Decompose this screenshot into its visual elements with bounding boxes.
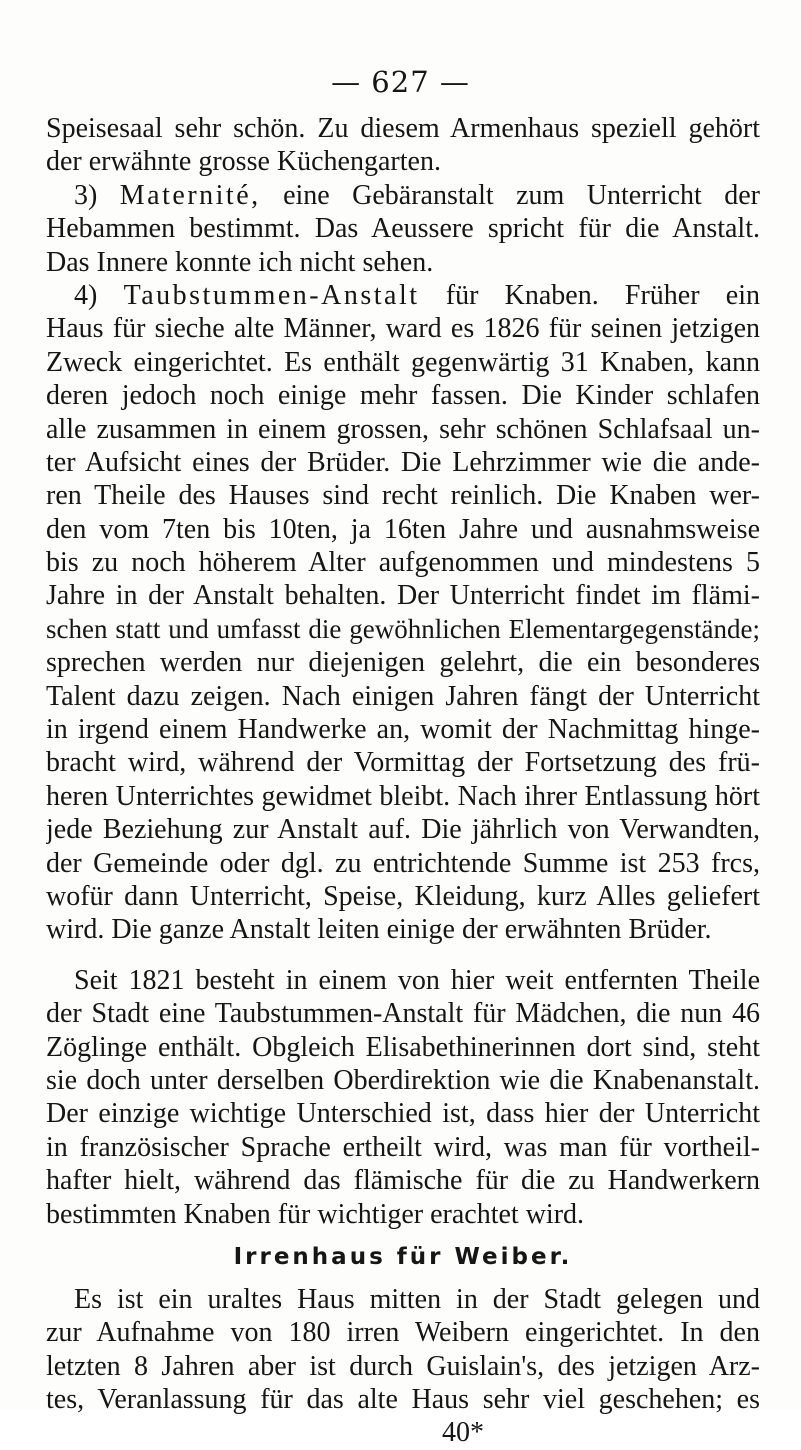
text-line: Speisesaal sehr schön. Zu diesem Armenhaus speziell gehört xyxy=(46,113,760,144)
paragraph-speisesaal xyxy=(46,112,760,179)
text-line: alle zusammen in einem grossen, sehr schönen Schlafsaal un- xyxy=(46,413,760,445)
text-line: bestimmten Knaben für wichtiger erachtet wird. xyxy=(46,1198,585,1230)
text-line: ren Theile des Hauses sind recht reinlich. Die Knaben wer- xyxy=(46,480,760,512)
text-line: Es ist ein uraltes Haus mitten in der Stadt gelegen und xyxy=(74,1283,760,1315)
text-line: der Gemeinde oder dgl. zu entrichtende Summe ist 253 frcs, xyxy=(46,847,760,879)
text-line: Der einzige wichtige Unterschied ist, dass hier der Unterricht xyxy=(46,1098,760,1130)
text-line: zur Aufnahme von 180 irren Weibern eingerichtet. In den xyxy=(46,1317,760,1349)
text-line: Seit 1821 besteht in einem von hier weit entfernten Theile xyxy=(74,964,760,996)
text-line: sie doch unter derselben Oberdirektion wie die Knabenanstalt. xyxy=(46,1064,760,1096)
text-line: bracht wird, während der Vormittag der Fortsetzung des frü- xyxy=(46,747,760,779)
paragraph-taubstummen-maedchen xyxy=(46,964,760,1231)
text-line: schen statt und umfasst die gewöhnlichen Elementargegenstände; xyxy=(46,613,760,644)
text-line: hafter hielt, während das flämische für die zu Handwerkern xyxy=(46,1165,760,1197)
text-line xyxy=(46,279,760,312)
text-line: deren jedoch noch einige mehr fassen. Die Kinder schlafen xyxy=(46,380,760,412)
text-line: sprechen werden nur diejenigen gelehrt, die ein besonderes xyxy=(46,647,760,679)
item-number: 4) xyxy=(74,279,98,311)
body-text xyxy=(46,112,760,1450)
text-fragment: für Knaben. Früher ein xyxy=(419,279,760,311)
text-line: der erwähnte grosse Küchengarten. xyxy=(46,146,441,178)
item-term: Taubstummen-Anstalt xyxy=(123,279,420,311)
text-line: Zöglinge enthält. Obgleich Elisabethinerinnen dort sind, steht xyxy=(46,1031,760,1063)
text-line: Das Innere konnte ich nicht sehen. xyxy=(46,246,434,278)
text-line: letzten 8 Jahren aber ist durch Guislain's, des jetzigen Arz- xyxy=(46,1350,760,1382)
paragraph-gap xyxy=(46,947,760,964)
text-line: ter Aufsicht eines der Brüder. Die Lehrzimmer wie die ande- xyxy=(46,446,760,478)
text-line: in französischer Sprache ertheilt wird, was man für vortheil- xyxy=(46,1131,760,1163)
text-line: wofür dann Unterricht, Speise, Kleidung, kurz Alles geliefert xyxy=(46,880,760,912)
text-line: Talent dazu zeigen. Nach einigen Jahren fängt der Unterricht xyxy=(46,680,760,712)
item-term: Maternité, xyxy=(119,179,261,211)
text-fragment: eine Gebäranstalt zum Unterricht der xyxy=(260,179,760,211)
text-line: in irgend einem Handwerke an, womit der Nachmittag hinge- xyxy=(46,714,760,746)
section-heading: Irrenhaus für Weiber. xyxy=(233,1243,573,1270)
paragraph-taubstummen-knaben xyxy=(46,279,760,947)
item-number: 3) xyxy=(74,179,98,211)
page-number: — 627 — xyxy=(331,65,470,99)
text-line: Zweck eingerichtet. Es enthält gegenwärtig 31 Knaben, kann xyxy=(46,346,760,378)
text-line: wird. Die ganze Anstalt leiten einige der erwähnten Brüder. xyxy=(46,914,712,946)
paragraph-irrenhaus xyxy=(46,1283,760,1417)
text-line: den vom 7ten bis 10ten, ja 16ten Jahre und ausnahmsweise xyxy=(46,513,760,545)
text-line: Jahre in der Anstalt behalten. Der Unterricht findet im flämi- xyxy=(46,580,760,612)
text-line: jede Beziehung zur Anstalt auf. Die jährlich von Verwandten, xyxy=(46,814,760,846)
text-line: Haus für sieche alte Männer, ward es 1826 für seinen jetzigen xyxy=(46,313,760,345)
text-line: heren Unterrichtes gewidmet bleibt. Nach ihrer Entlassung hört xyxy=(46,780,760,812)
signature-mark: 40* xyxy=(442,1417,484,1449)
text-line: tes, Veranlassung für das alte Haus sehr viel geschehen; es xyxy=(46,1384,760,1416)
text-line: der Stadt eine Taubstummen-Anstalt für Mädchen, die nun 46 xyxy=(46,998,760,1030)
paragraph-maternite xyxy=(46,179,760,279)
text-line xyxy=(46,179,760,212)
text-line: Hebammen bestimmt. Das Aeussere spricht für die Anstalt. xyxy=(46,213,760,245)
text-line: bis zu noch höherem Alter aufgenommen und mindestens 5 xyxy=(46,547,760,579)
